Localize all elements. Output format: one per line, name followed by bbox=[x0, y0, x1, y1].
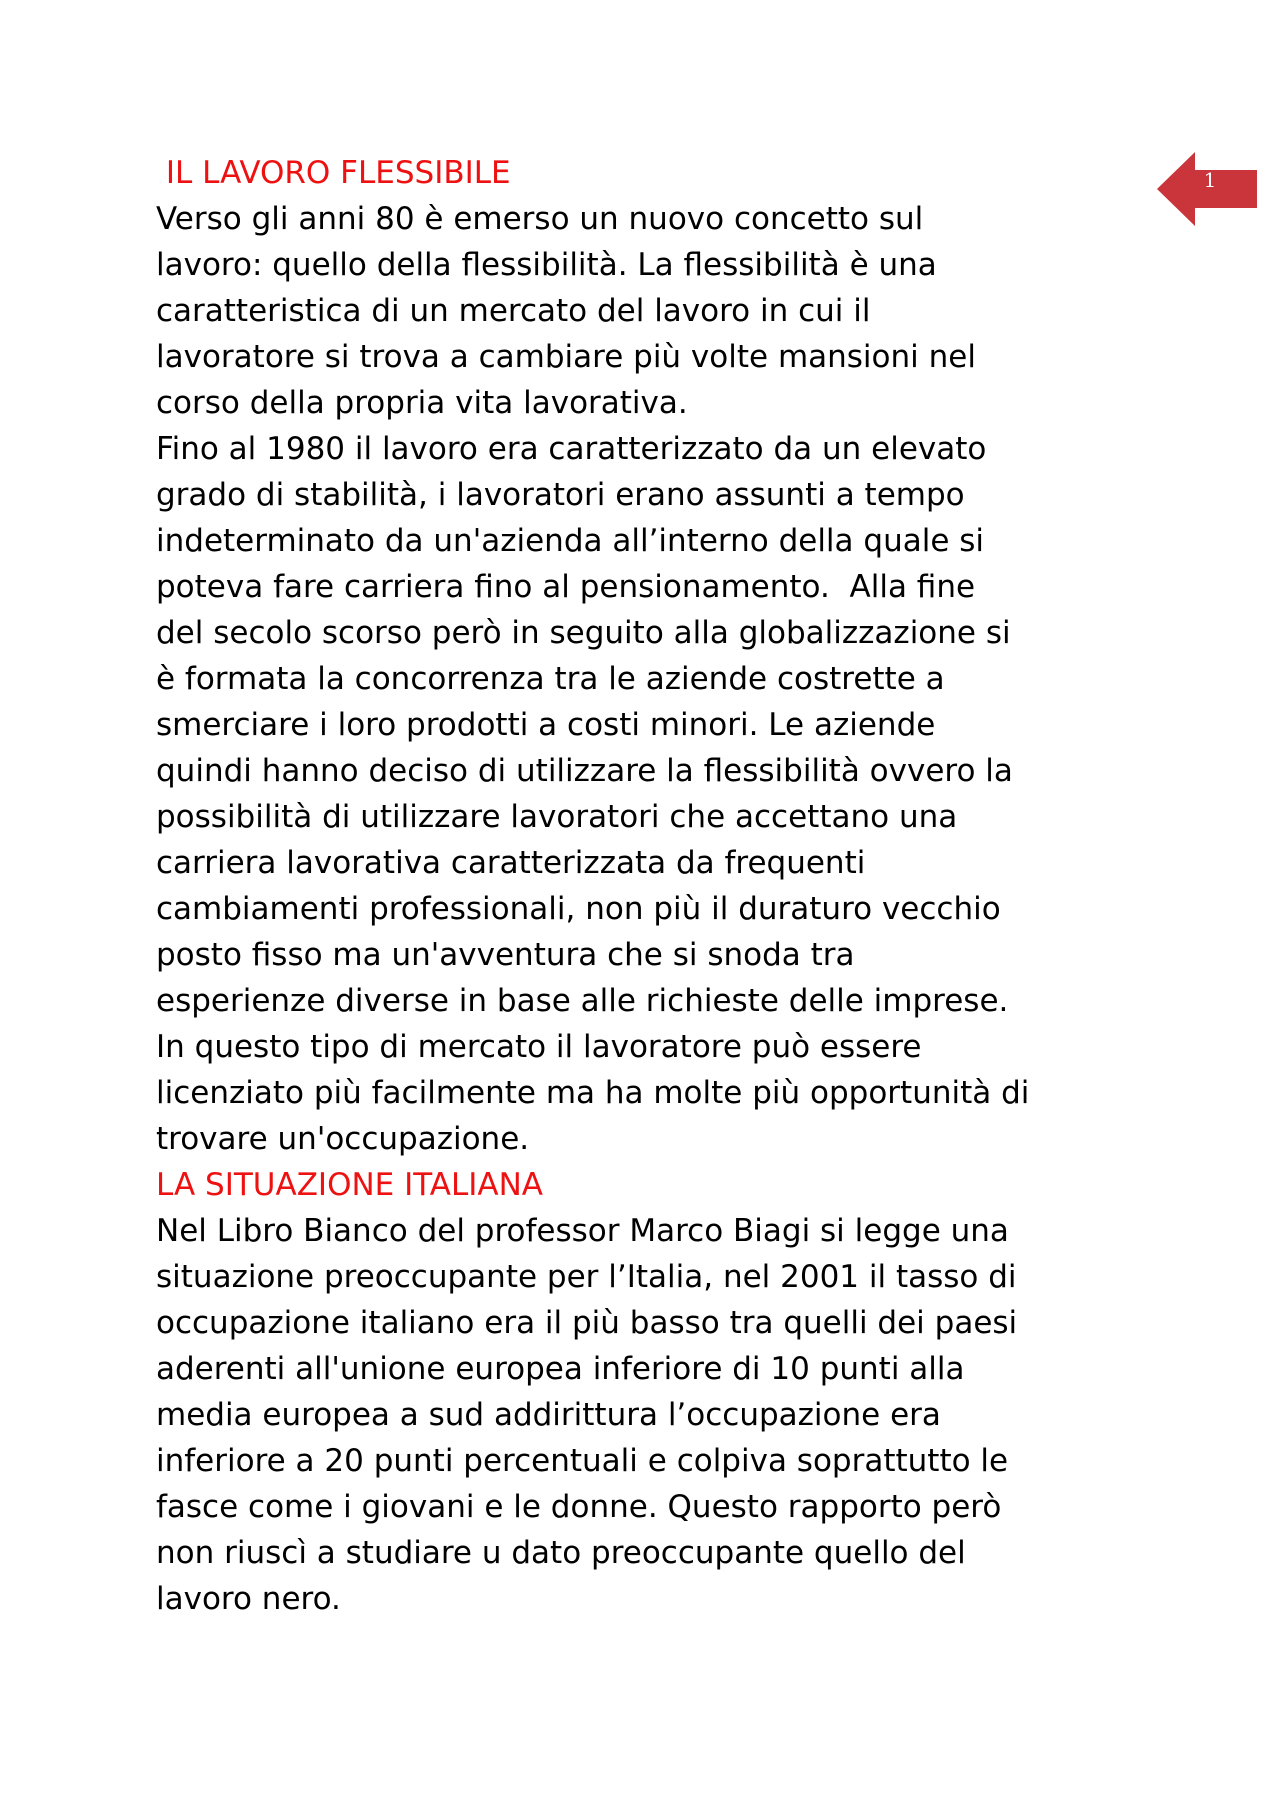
text-line: grado di stabilità, i lavoratori erano assunti a tempo bbox=[156, 477, 965, 513]
text-line: lavoro: quello della flessibilità. La flessibilità è una bbox=[156, 247, 937, 283]
text-line: Fino al 1980 il lavoro era caratterizzato da un elevato bbox=[156, 431, 987, 467]
text-line: inferiore a 20 punti percentuali e colpiva soprattutto le bbox=[156, 1443, 1009, 1479]
text-line: del secolo scorso però in seguito alla globalizzazione si bbox=[156, 615, 1011, 651]
text-line: trovare un'occupazione. bbox=[156, 1121, 530, 1157]
section-lavoro-flessibile bbox=[156, 150, 1146, 1162]
text-line: possibilità di utilizzare lavoratori che accettano una bbox=[156, 799, 958, 835]
text-line: lavoratore si trova a cambiare più volte mansioni nel bbox=[156, 339, 976, 375]
text-line: In questo tipo di mercato il lavoratore può essere bbox=[156, 1029, 922, 1065]
page-number: 1 bbox=[1203, 168, 1217, 192]
text-line: è formata la concorrenza tra le aziende costrette a bbox=[156, 661, 945, 697]
text-line: poteva fare carriera fino al pensionamento. Alla fine bbox=[156, 569, 976, 605]
text-line: smerciare i loro prodotti a costi minori. Le aziende bbox=[156, 707, 936, 743]
text-line: indeterminato da un'azienda all’interno della quale si bbox=[156, 523, 985, 559]
text-line: Verso gli anni 80 è emerso un nuovo concetto sul bbox=[156, 201, 924, 237]
text-line: cambiamenti professionali, non più il duraturo vecchio bbox=[156, 891, 1001, 927]
text-line: carriera lavorativa caratterizzata da frequenti bbox=[156, 845, 866, 881]
text-line: situazione preoccupante per l’Italia, nel 2001 il tasso di bbox=[156, 1259, 1017, 1295]
text-line: posto fisso ma un'avventura che si snoda tra bbox=[156, 937, 855, 973]
text-line: esperienze diverse in base alle richieste delle imprese. bbox=[156, 983, 1009, 1019]
page-number-marker bbox=[1157, 152, 1257, 226]
section-heading: IL LAVORO FLESSIBILE bbox=[156, 155, 511, 191]
text-line: occupazione italiano era il più basso tra quelli dei paesi bbox=[156, 1305, 1018, 1341]
section-situazione-italiana bbox=[156, 1162, 1146, 1622]
text-line: media europea a sud addirittura l’occupazione era bbox=[156, 1397, 941, 1433]
text-line: non riuscì a studiare u dato preoccupante quello del bbox=[156, 1535, 966, 1571]
text-line: caratteristica di un mercato del lavoro in cui il bbox=[156, 293, 871, 329]
text-line: aderenti all'unione europea inferiore di 10 punti alla bbox=[156, 1351, 965, 1387]
section-body bbox=[156, 196, 1146, 1162]
document-body bbox=[156, 150, 1146, 1622]
text-line: corso della propria vita lavorativa. bbox=[156, 385, 688, 421]
section-heading: LA SITUAZIONE ITALIANA bbox=[156, 1167, 544, 1203]
text-line: Nel Libro Bianco del professor Marco Biagi si legge una bbox=[156, 1213, 1009, 1249]
section-body bbox=[156, 1208, 1146, 1622]
text-line: quindi hanno deciso di utilizzare la flessibilità ovvero la bbox=[156, 753, 1013, 789]
text-line: fasce come i giovani e le donne. Questo rapporto però bbox=[156, 1489, 1002, 1525]
text-line: licenziato più facilmente ma ha molte più opportunità di bbox=[156, 1075, 1030, 1111]
text-line: lavoro nero. bbox=[156, 1581, 341, 1617]
